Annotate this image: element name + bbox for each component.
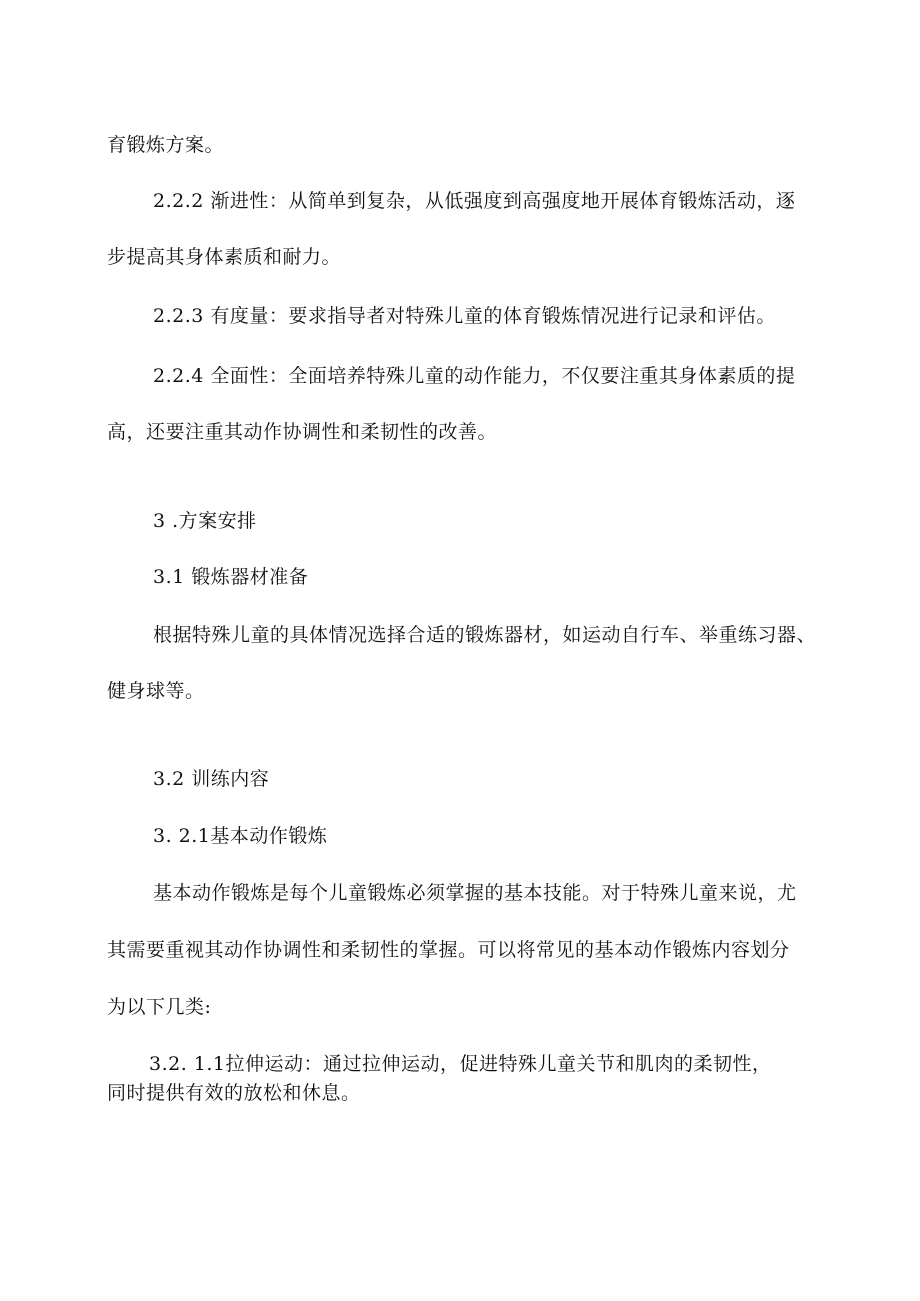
item-3-2-1-1-line-1: 3.2. 1.1拉伸运动：通过拉伸运动，促进特殊儿童关节和肌肉的柔韧性， xyxy=(149,1053,772,1075)
item-2-2-2-line-1: 2.2.2 渐进性：从简单到复杂，从低强度到高强度地开展体育锻炼活动，逐 xyxy=(153,190,796,212)
item-2-2-4-line-2: 高，还要注重其动作协调性和柔韧性的改善。 xyxy=(107,421,498,443)
paragraph-line-1: 育锻炼方案。 xyxy=(107,134,225,156)
section-3-1-heading: 3.1 锻炼器材准备 xyxy=(153,566,309,588)
item-3-2-1-1-line-2: 同时提供有效的放松和休息。 xyxy=(107,1082,361,1104)
section-3-heading: 3 .方案安排 xyxy=(153,510,257,532)
item-2-2-2-line-2: 步提高其身体素质和耐力。 xyxy=(107,246,342,268)
section-3-2-1-paragraph-line-1: 基本动作锻炼是每个儿童锻炼必须掌握的基本技能。对于特殊儿童来说，尤 xyxy=(153,882,797,904)
section-3-2-1-heading: 3. 2.1基本动作锻炼 xyxy=(153,825,328,847)
section-3-2-1-paragraph-line-2: 其需要重视其动作协调性和柔韧性的掌握。可以将常见的基本动作锻炼内容划分 xyxy=(107,939,790,961)
section-3-2-1-paragraph-line-3: 为以下几类: xyxy=(107,996,212,1018)
item-2-2-3-line: 2.2.3 有度量：要求指导者对特殊儿童的体育锻炼情况进行记录和评估。 xyxy=(153,305,776,327)
section-3-1-paragraph-line-1: 根据特殊儿童的具体情况选择合适的锻炼器材，如运动自行车、举重练习器、 xyxy=(153,624,817,646)
section-3-2-heading: 3.2 训练内容 xyxy=(153,768,270,790)
section-3-1-paragraph-line-2: 健身球等。 xyxy=(107,680,205,702)
item-2-2-4-line-1: 2.2.4 全面性：全面培养特殊儿童的动作能力，不仅要注重其身体素质的提 xyxy=(153,365,796,387)
